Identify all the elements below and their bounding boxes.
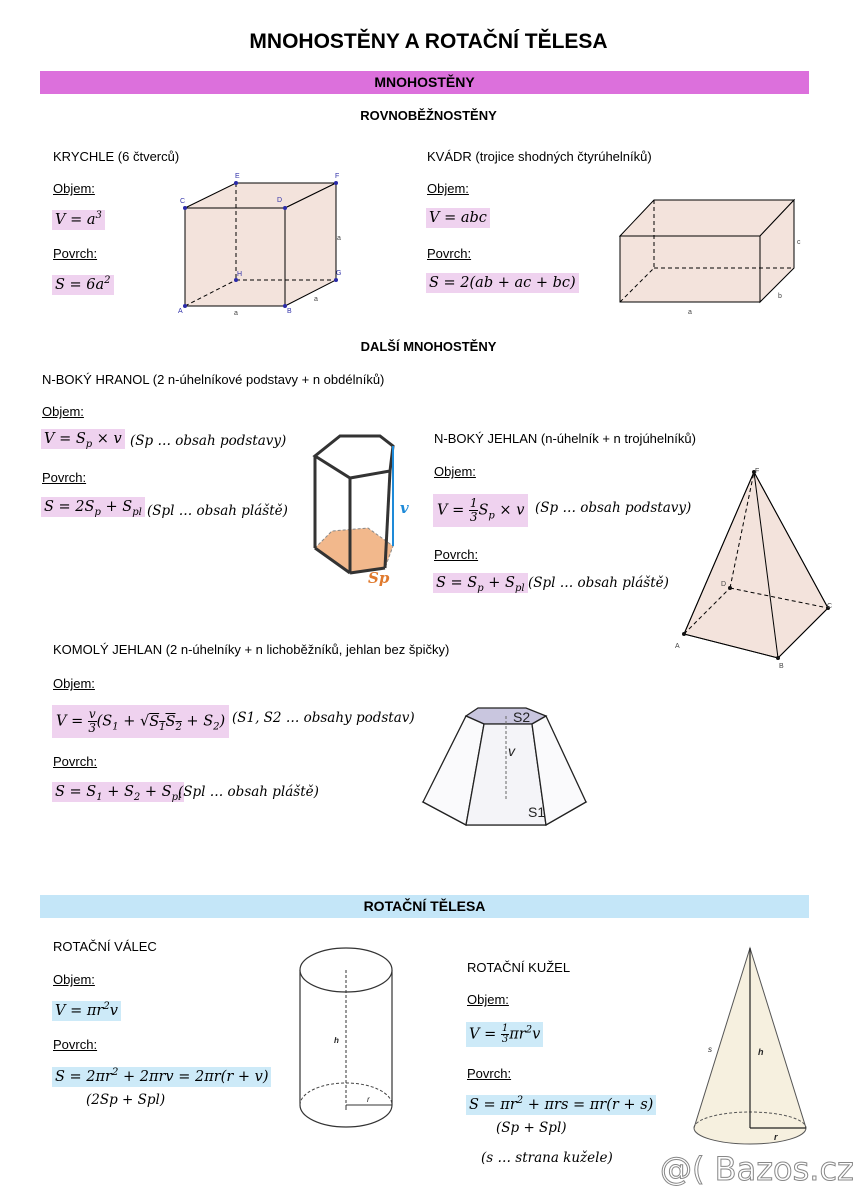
frustum-surface-label: Povrch: <box>53 754 98 769</box>
cube-vertex-H: H <box>237 271 243 278</box>
prism-height-label: v <box>400 499 409 517</box>
cone-height-label: h <box>758 1047 764 1057</box>
cylinder-title: ROTAČNÍ VÁLEC <box>53 939 157 954</box>
pyramid-diagram <box>672 462 842 672</box>
prism-base-label: Sp <box>368 569 390 587</box>
pyramid-vertex-B: B <box>779 663 784 670</box>
frustum-volume-label: Objem: <box>53 676 95 691</box>
frustum-diagram <box>418 700 600 832</box>
frustum-top-base-label: S2 <box>513 709 531 725</box>
frustum-bottom-base-label: S1 <box>528 804 546 820</box>
frustum-title: KOMOLÝ JEHLAN (2 n-úhelníky + n lichoběžníků, jehlan bez špičky) <box>53 642 450 657</box>
cube-volume-formula: $V = a^3$ <box>52 210 105 228</box>
cuboid-title: KVÁDR (trojice shodných čtyrúhelníků) <box>427 149 652 164</box>
cone-surface-note: (Sp + Spl) <box>496 1120 567 1136</box>
prism-volume-formula: $V = S_p \times v$ <box>41 431 125 450</box>
prism-surface-formula: $S = 2S_p + S_{pl}$ <box>41 499 145 518</box>
cone-surface-formula: $S = \pi r^2 + \pi rs = \pi r(r + s)$ <box>466 1095 656 1113</box>
prism-volume-label: Objem: <box>42 404 84 419</box>
cube-title: KRYCHLE (6 čtverců) <box>53 149 180 164</box>
cone-volume-formula: V = $\frac{1}{3}$ $\pi r^2v$ <box>466 1022 543 1047</box>
prism-volume-note: (Sp … obsah podstavy) <box>130 433 287 449</box>
cone-diagram <box>688 942 818 1152</box>
cube-edge-label-side: a <box>337 235 341 242</box>
frustum-volume-note: (S1, S2 … obsahy podstav) <box>232 710 415 726</box>
cuboid-edge-c: c <box>797 239 801 246</box>
prism-surface-label: Povrch: <box>42 470 87 485</box>
cylinder-volume-label: Objem: <box>53 972 95 987</box>
cylinder-surface-note: (2Sp + Spl) <box>86 1092 166 1108</box>
prism-diagram <box>300 428 420 593</box>
cuboid-surface-label: Povrch: <box>427 246 472 261</box>
frustum-surface-formula: $S = S_1 + S_2 + S_{pl}$ <box>52 784 184 803</box>
cylinder-surface-label: Povrch: <box>53 1037 98 1052</box>
frustum-height-label: v <box>508 743 515 759</box>
pyramid-volume-label: Objem: <box>434 464 476 479</box>
pyramid-surface-label: Povrch: <box>434 547 479 562</box>
pyramid-volume-note: (Sp … obsah podstavy) <box>535 500 692 516</box>
frustum-volume-formula: V = $\frac{v}{3}$ $(S_1 + √S_1S_2 + S_2)$ <box>52 705 229 738</box>
subsection-other-polyhedra: DALŠÍ MNOHOSTĚNY <box>360 339 497 354</box>
cube-edge-label-front: a <box>234 310 238 317</box>
cube-surface-formula: $S = 6a^2$ <box>52 275 114 293</box>
pyramid-vertex-A: A <box>675 643 680 650</box>
cone-slant-label: s <box>708 1045 712 1054</box>
pyramid-vertex-D: D <box>721 581 727 588</box>
cube-vertex-G: G <box>336 270 342 277</box>
cone-volume-label: Objem: <box>467 992 509 1007</box>
cylinder-diagram <box>292 940 402 1140</box>
cuboid-edge-a: a <box>688 309 692 316</box>
subsection-parallelepipeds: ROVNOBĚŽNOSTĚNY <box>360 108 497 123</box>
cone-side-note: (s … strana kužele) <box>481 1150 613 1166</box>
cylinder-radius-label: r <box>367 1095 370 1104</box>
cylinder-height-label: h <box>334 1036 339 1045</box>
cuboid-volume-label: Objem: <box>427 181 469 196</box>
pyramid-volume-formula: V = $\frac{1}{3}$ $S_p \times v$ <box>433 494 528 527</box>
cuboid-edge-b: b <box>778 293 782 300</box>
pyramid-vertex-F: F <box>755 468 760 475</box>
prism-title: N-BOKÝ HRANOL (2 n-úhelníkové podstavy + n obdélníků) <box>42 372 385 387</box>
cube-vertex-E: E <box>235 173 240 180</box>
cuboid-volume-formula: V = abc <box>426 210 490 226</box>
pyramid-surface-formula: $S = S_p + S_{pl}$ <box>433 575 528 594</box>
cube-vertex-C: C <box>180 198 186 205</box>
cube-vertex-B: B <box>287 308 292 315</box>
cone-surface-label: Povrch: <box>467 1066 512 1081</box>
cube-vertex-A: A <box>178 308 183 315</box>
cylinder-volume-formula: $V = \pi r^2v$ <box>52 1001 121 1019</box>
page-title: MNOHOSTĚNY A ROTAČNÍ TĚLESA <box>249 30 608 53</box>
pyramid-vertex-C: C <box>827 603 833 610</box>
frustum-surface-note: (Spl … obsah pláště) <box>178 784 319 800</box>
cone-radius-label: r <box>774 1132 778 1142</box>
pyramid-surface-note: (Spl … obsah pláště) <box>528 575 669 591</box>
prism-surface-note: (Spl … obsah pláště) <box>147 503 288 519</box>
cube-diagram <box>172 168 352 318</box>
section-polyhedra: MNOHOSTĚNY <box>40 71 809 94</box>
cube-volume-label: Objem: <box>53 181 95 196</box>
watermark: @( Bazos.cz <box>660 1150 854 1188</box>
cone-title: ROTAČNÍ KUŽEL <box>467 960 571 975</box>
cube-edge-label-depth: a <box>314 296 318 303</box>
cube-vertex-F: F <box>335 173 340 180</box>
cylinder-surface-formula: $S = 2\pi r^2 + 2\pi rv = 2\pi r(r + v)$ <box>52 1067 271 1085</box>
pyramid-title: N-BOKÝ JEHLAN (n-úhelník + n trojúhelníků) <box>434 431 696 446</box>
section-solids: ROTAČNÍ TĚLESA <box>40 895 809 918</box>
cube-surface-label: Povrch: <box>53 246 98 261</box>
cuboid-surface-formula: S = 2(ab + ac + bc) <box>426 275 579 291</box>
cuboid-diagram <box>612 192 812 320</box>
cube-vertex-D: D <box>277 197 283 204</box>
